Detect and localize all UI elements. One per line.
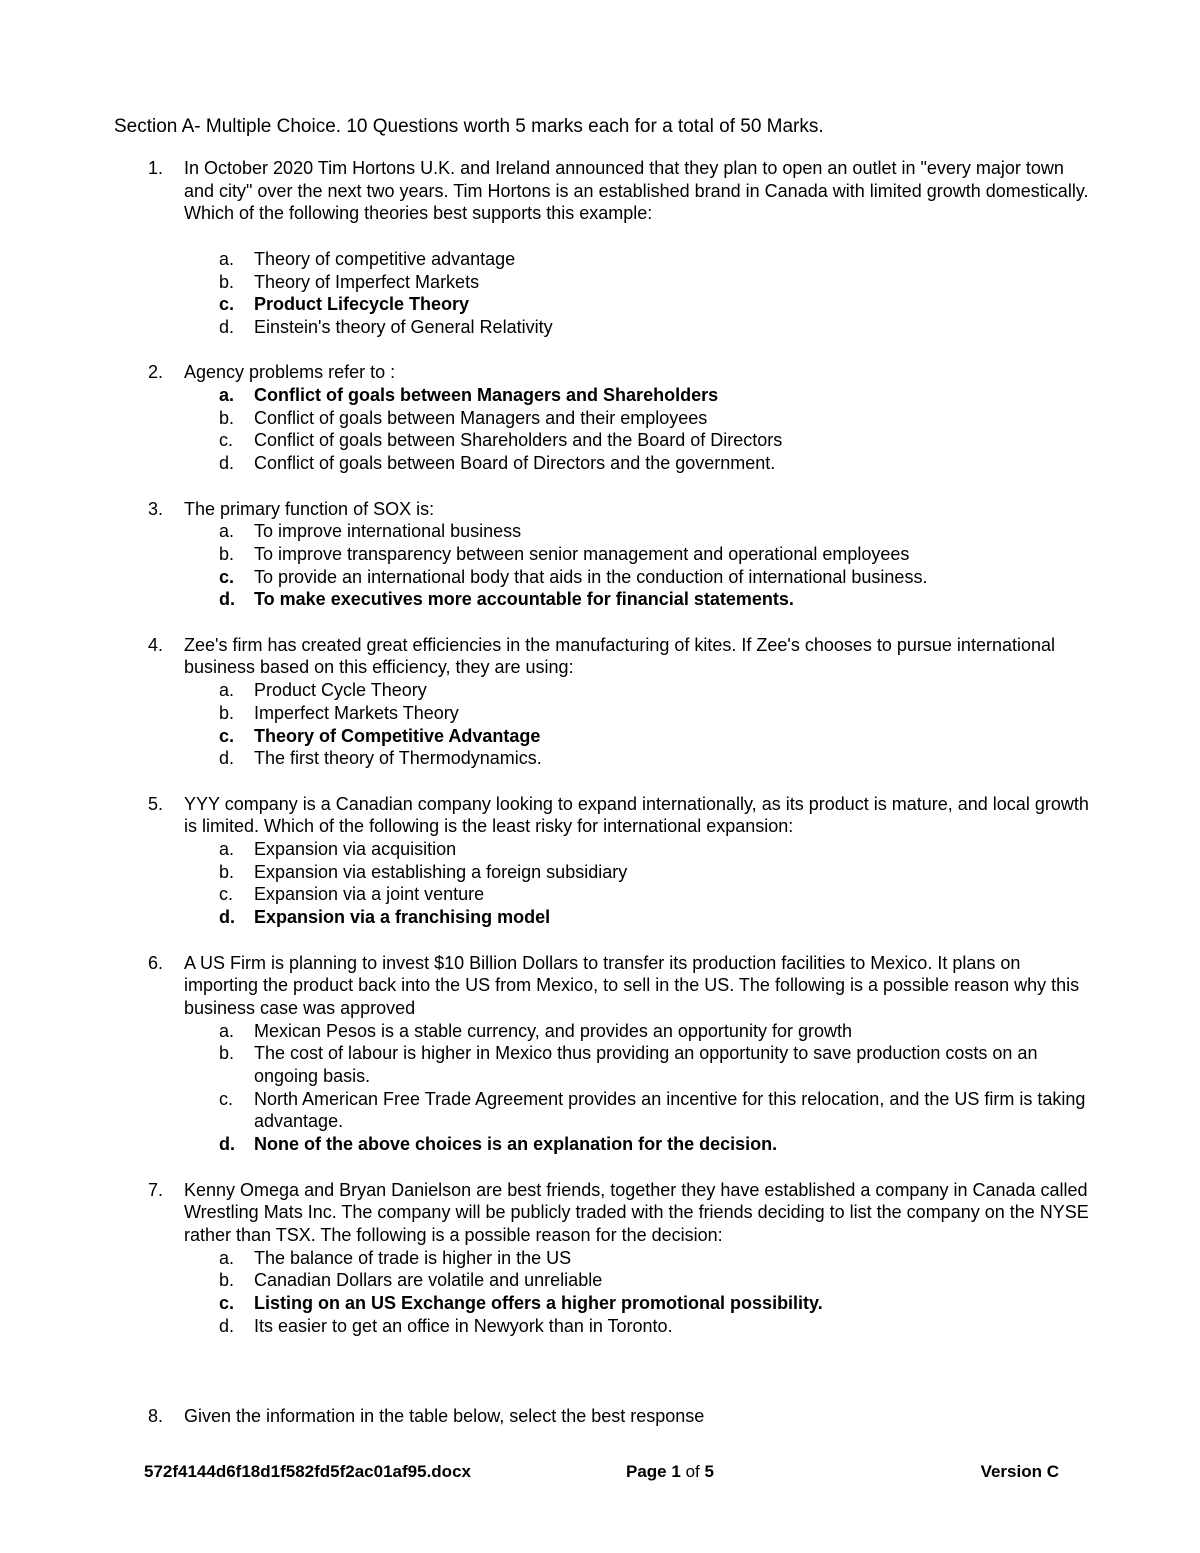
- question-5: [114, 793, 1094, 952]
- option-text: Product Cycle Theory: [254, 680, 427, 701]
- option-text: Conflict of goals between Managers and Shareholders: [254, 385, 719, 405]
- option-letter: d.: [219, 316, 235, 337]
- option-b: [183, 702, 1094, 725]
- option-text: Canadian Dollars are volatile and unreliable: [254, 1270, 603, 1291]
- spacer: [184, 611, 1094, 634]
- question-1: [114, 157, 1094, 361]
- option-a: [183, 248, 1094, 271]
- question-6: [114, 952, 1094, 1179]
- option-text: Mexican Pesos is a stable currency, and provides an opportunity for growth: [254, 1020, 852, 1041]
- option-d-answer: [183, 906, 1094, 929]
- option-letter: c.: [219, 1293, 235, 1314]
- footer-filename: 572f4144d6f18d1f582fd5f2ac01af95.docx: [144, 1462, 471, 1481]
- question-text: YYY company is a Canadian company looking to expand internationally, as its product is mature, and local growth is limited. Which of the following is the least risky for international expansion:: [184, 793, 1089, 837]
- spacer: [184, 339, 1094, 362]
- option-letter: a.: [219, 1247, 235, 1268]
- option-c: [183, 429, 1094, 452]
- option-a: [183, 1247, 1094, 1270]
- option-d: [183, 316, 1094, 339]
- spacer: [184, 929, 1094, 952]
- option-text: Listing on an US Exchange offers a higher promotional possibility.: [254, 1293, 823, 1314]
- section-heading: Section A- Multiple Choice. 10 Questions worth 5 marks each for a total of 50 Marks.: [114, 116, 824, 137]
- option-text: The cost of labour is higher in Mexico thus providing an opportunity to save production costs on an ongoing basis.: [254, 1043, 1038, 1087]
- option-text: Theory of competitive advantage: [254, 248, 516, 269]
- option-list: [184, 384, 1094, 475]
- question-4: [114, 634, 1094, 793]
- option-c-answer: [183, 725, 1094, 748]
- option-d: [183, 747, 1094, 770]
- option-b: [183, 1269, 1094, 1292]
- option-text: The balance of trade is higher in the US: [254, 1247, 572, 1268]
- option-letter: c.: [219, 430, 234, 451]
- option-c-answer: [183, 1292, 1094, 1315]
- page-of: of: [685, 1462, 700, 1481]
- option-letter: c.: [219, 725, 235, 746]
- question-number: 3.: [148, 498, 164, 519]
- option-d: [183, 1315, 1094, 1338]
- option-letter: b.: [219, 543, 235, 564]
- option-text: None of the above choices is an explanation for the decision.: [254, 1134, 778, 1155]
- option-a-answer: [183, 384, 1094, 407]
- option-d-answer: [183, 1133, 1094, 1156]
- option-list: [184, 679, 1094, 770]
- page-total: 5: [704, 1462, 714, 1481]
- option-c-answer: [183, 293, 1094, 316]
- option-letter: c.: [219, 566, 235, 587]
- option-letter: a.: [219, 839, 235, 860]
- option-b: [183, 271, 1094, 294]
- option-letter: d.: [219, 453, 235, 474]
- option-text: To improve international business: [254, 521, 522, 542]
- option-text: Theory of Imperfect Markets: [254, 271, 480, 292]
- footer-version: Version C: [980, 1462, 1059, 1481]
- option-b: [183, 407, 1094, 430]
- option-a: [183, 520, 1094, 543]
- option-d-answer: [183, 588, 1094, 611]
- option-letter: a.: [219, 521, 235, 542]
- option-list: [184, 1247, 1094, 1338]
- option-c: [183, 1088, 1094, 1133]
- option-list: [184, 248, 1094, 339]
- option-d: [183, 452, 1094, 475]
- option-b: [183, 543, 1094, 566]
- option-letter: d.: [219, 1315, 235, 1336]
- question-text: A US Firm is planning to invest $10 Billion Dollars to transfer its production facilities to Mexico. It plans on importing the product back into the US from Mexico, to sell in the US. The following is a possible reason why this business case was approved: [184, 952, 1080, 1018]
- option-a: [183, 1020, 1094, 1043]
- option-c: [183, 883, 1094, 906]
- spacer: [184, 475, 1094, 498]
- option-letter: b.: [219, 1043, 235, 1064]
- option-list: [184, 838, 1094, 929]
- question-number: 4.: [148, 634, 164, 655]
- option-text: Its easier to get an office in Newyork than in Toronto.: [254, 1315, 673, 1336]
- question-number: 2.: [148, 362, 164, 383]
- option-text: North American Free Trade Agreement provides an incentive for this relocation, and the US firm is taking advantage.: [254, 1088, 1086, 1132]
- question-text: Kenny Omega and Bryan Danielson are best friends, together they have established a company in Canada called Wrestling Mats Inc. The company will be publicly traded with the friends deciding to list the company on the NYSE rather than TSX. The following is a possible reason for the decision:: [184, 1179, 1089, 1245]
- question-number: 6.: [148, 952, 164, 973]
- option-text: Expansion via a joint venture: [254, 884, 485, 905]
- question-list: [114, 157, 1094, 1428]
- option-a: [183, 838, 1094, 861]
- question-number: 1.: [148, 158, 164, 178]
- option-letter: c.: [219, 884, 234, 905]
- option-letter: a.: [219, 680, 235, 701]
- question-text: Agency problems refer to :: [184, 362, 396, 383]
- option-letter: d.: [219, 1134, 235, 1155]
- option-letter: b.: [219, 1270, 235, 1291]
- option-text: Product Lifecycle Theory: [254, 294, 470, 315]
- option-text: The first theory of Thermodynamics.: [254, 748, 542, 769]
- question-8: [114, 1405, 1094, 1428]
- option-text: Einstein's theory of General Relativity: [254, 316, 553, 337]
- option-letter: c.: [219, 1088, 234, 1109]
- footer-page-number: [626, 1462, 714, 1482]
- question-7: [114, 1179, 1094, 1406]
- question-text: Given the information in the table below, select the best response: [184, 1406, 705, 1427]
- option-c: [183, 566, 1094, 589]
- option-text: To provide an international body that aids in the conduction of international business.: [254, 566, 928, 587]
- option-letter: d.: [219, 907, 235, 928]
- option-letter: d.: [219, 589, 235, 610]
- option-text: Imperfect Markets Theory: [254, 702, 459, 723]
- spacer: [184, 1156, 1094, 1179]
- option-a: [183, 679, 1094, 702]
- question-text: The primary function of SOX is:: [184, 498, 435, 519]
- option-letter: b.: [219, 271, 235, 292]
- option-b: [183, 1042, 1094, 1087]
- option-text: Conflict of goals between Shareholders and the Board of Directors: [254, 430, 783, 451]
- question-3: [114, 498, 1094, 634]
- option-b: [183, 861, 1094, 884]
- option-letter: a.: [219, 385, 235, 405]
- question-number: 8.: [148, 1406, 164, 1427]
- option-letter: d.: [219, 748, 235, 769]
- option-list: [184, 1020, 1094, 1156]
- option-letter: a.: [219, 248, 235, 269]
- page-word: Page: [626, 1462, 667, 1481]
- option-text: Expansion via acquisition: [254, 839, 457, 860]
- option-letter: b.: [219, 861, 235, 882]
- spacer: [184, 770, 1094, 793]
- option-text: To make executives more accountable for financial statements.: [254, 589, 794, 610]
- option-text: Theory of Competitive Advantage: [254, 725, 541, 746]
- option-text: Conflict of goals between Managers and their employees: [254, 407, 708, 428]
- option-letter: c.: [219, 294, 235, 315]
- option-letter: b.: [219, 407, 235, 428]
- question-text: Zee's firm has created great efficiencies in the manufacturing of kites. If Zee's chooses to pursue international business based on this efficiency, they are using:: [184, 634, 1055, 678]
- option-text: To improve transparency between senior management and operational employees: [254, 543, 910, 564]
- spacer: [184, 1337, 1094, 1405]
- option-text: Expansion via establishing a foreign subsidiary: [254, 861, 628, 882]
- option-text: Conflict of goals between Board of Directors and the government.: [254, 453, 776, 474]
- option-letter: b.: [219, 702, 235, 723]
- option-letter: a.: [219, 1020, 235, 1041]
- question-number: 5.: [148, 793, 164, 814]
- question-2: [114, 361, 1094, 497]
- question-text: In October 2020 Tim Hortons U.K. and Ireland announced that they plan to open an outlet in "every major town and city" over the next two years. Tim Hortons is an established brand in Canada with limited growth domestically. Which of the following theories best supports this example:: [184, 158, 1089, 224]
- option-text: Expansion via a franchising model: [254, 907, 551, 928]
- question-number: 7.: [148, 1179, 164, 1200]
- page-current: 1: [671, 1462, 681, 1481]
- option-list: [184, 520, 1094, 611]
